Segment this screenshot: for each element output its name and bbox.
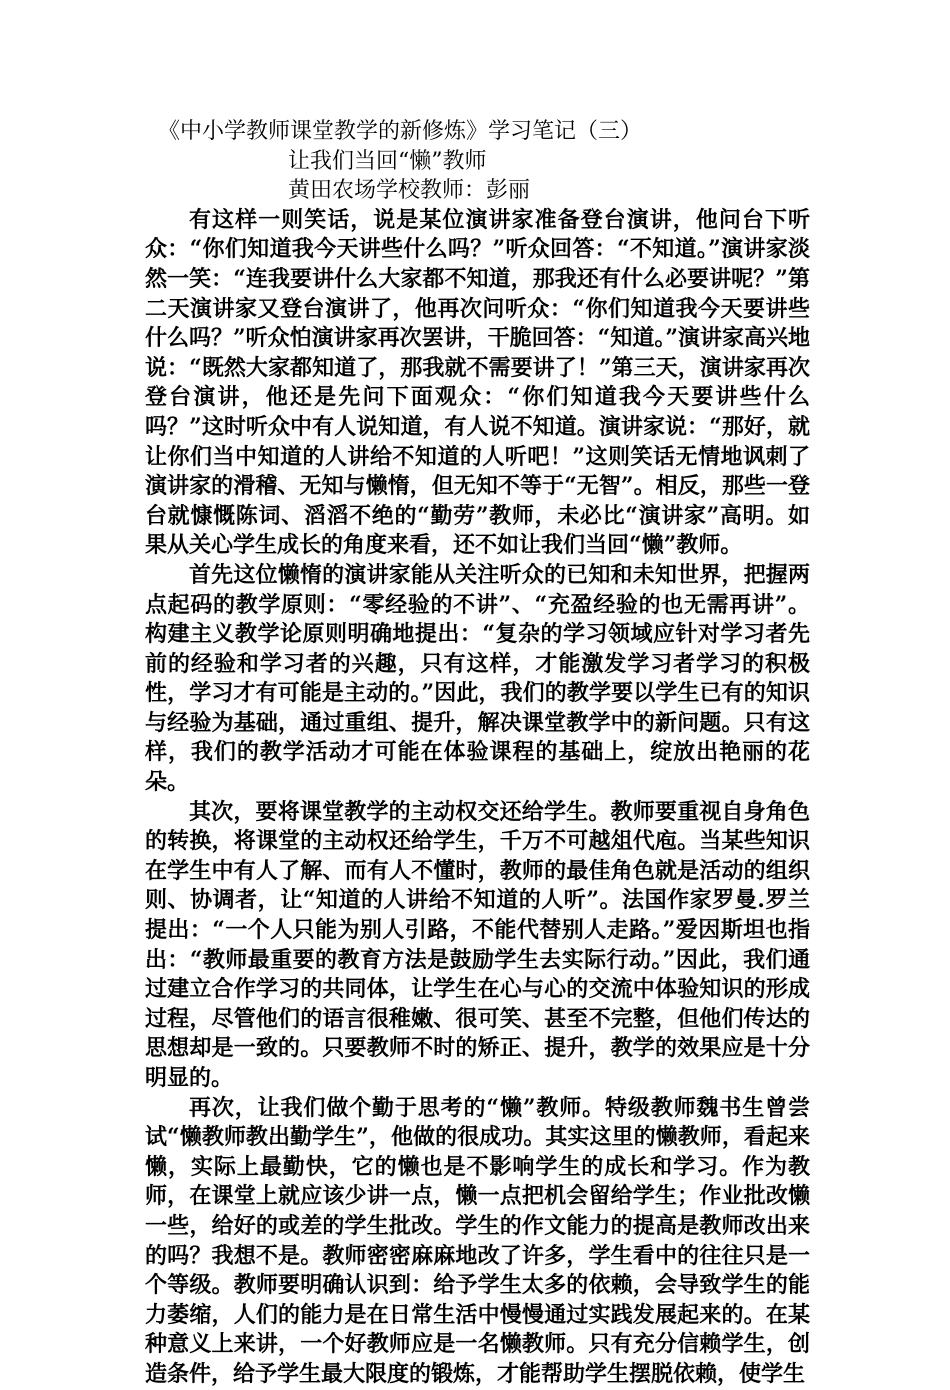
document-subtitle: 让我们当回“懒”教师 — [288, 148, 487, 174]
document-title: 《中小学教师课堂教学的新修炼》学习笔记（三） — [158, 119, 643, 144]
paragraph-1: 有这样一则笑话，说是某位演讲家准备登台演讲，他问台下听众：“你们知道我今天讲些什么吗？”听众回答：“不知道。”演讲家淡然一笑：“连我要讲什么大家都不知道，那我还有什么必要讲呢？”第二天演讲家又登台演讲了，他再次问听众：“你们知道我今天要讲些什么吗？”听众怕演讲家再次罢讲，干脆回答：“知道。”演讲家高兴地说：“既然大家都知道了，那我就不需要讲了！”第三天，演讲家再次登台演讲，他还是先问下面观众：“你们知道我今天要讲些什么吗？”这时听众中有人说知道，有人说不知道。演讲家说：“那好，就让你们当中知道的人讲给不知道的人听吧！”这则笑话无情地讽刺了演讲家的滑稽、无知与懒惰，但无知不等于“无智”。相反，那些一登台就慷慨陈词、滔滔不绝的“勤劳”教师，未必比“演讲家”高明。如果从关心学生成长的角度来看，还不如让我们当回“懒”教师。 — [145, 206, 810, 559]
paragraph-4: 再次，让我们做个勤于思考的“懒”教师。特级教师魏书生曾尝试“懒教师教出勤学生”，他做的很成功。其实这里的懒教师，看起来懒，实际上最勤快，它的懒也是不影响学生的成长和学习。作为教师，在课堂上就应该少讲一点，懒一点把机会留给学生；作业批改懒一些，给好的或差的学生批改。学生的作文能力的提高是教师改出来的吗？我想不是。教师密密麻麻地改了许多，学生看中的往往只是一个等级。教师要明确认识到：给予学生太多的依赖，会导致学生的能力萎缩，人们的能力是在日常生活中慢慢通过实践发展起来的。在某种意义上来讲，一个好教师应是一名懒教师。只有充分信赖学生，创造条件，给予学生最大限度的锻炼，才能帮助学生摆脱依赖，使学生 — [145, 1094, 810, 1387]
document-author: 黄田农场学校教师：彭丽 — [288, 178, 531, 204]
paragraph-2: 首先这位懒惰的演讲家能从关注听众的已知和未知世界，把握两点起码的教学原则：“零经验的不讲”、“充盈经验的也无需再讲”。构建主义教学论原则明确地提出：“复杂的学习领域应针对学习者先前的经验和学习者的兴趣，只有这样，才能激发学习者学习的积极性，学习才有可能是主动的。”因此，我们的教学要以学生已有的知识与经验为基础，通过重组、提升，解决课堂教学中的新问题。只有这样，我们的教学活动才可能在体验课程的基础上，绽放出艳丽的花朵。 — [145, 561, 810, 796]
document-body — [145, 117, 810, 1390]
paragraph-3: 其次，要将课堂教学的主动权交还给学生。教师要重视自身角色的转换，将课堂的主动权还给学生，千万不可越俎代庖。当某些知识在学生中有人了解、而有人不懂时，教师的最佳角色就是活动的组织则、协调者，让“知道的人讲给不知道的人听”。法国作家罗曼.罗兰提出：“一个人只能为别人引路，不能代替别人走路。”爱因斯坦也指出：“教师最重要的教育方法是鼓励学生去实际行动。”因此，我们通过建立合作学习的共同体，让学生在心与心的交流中体验知识的形成过程，尽管他们的语言很稚嫩、很可笑、甚至不完整，但他们传达的思想却是一致的。只要教师不时的矫正、提升，教学的效果应是十分明显的。 — [145, 798, 810, 1091]
